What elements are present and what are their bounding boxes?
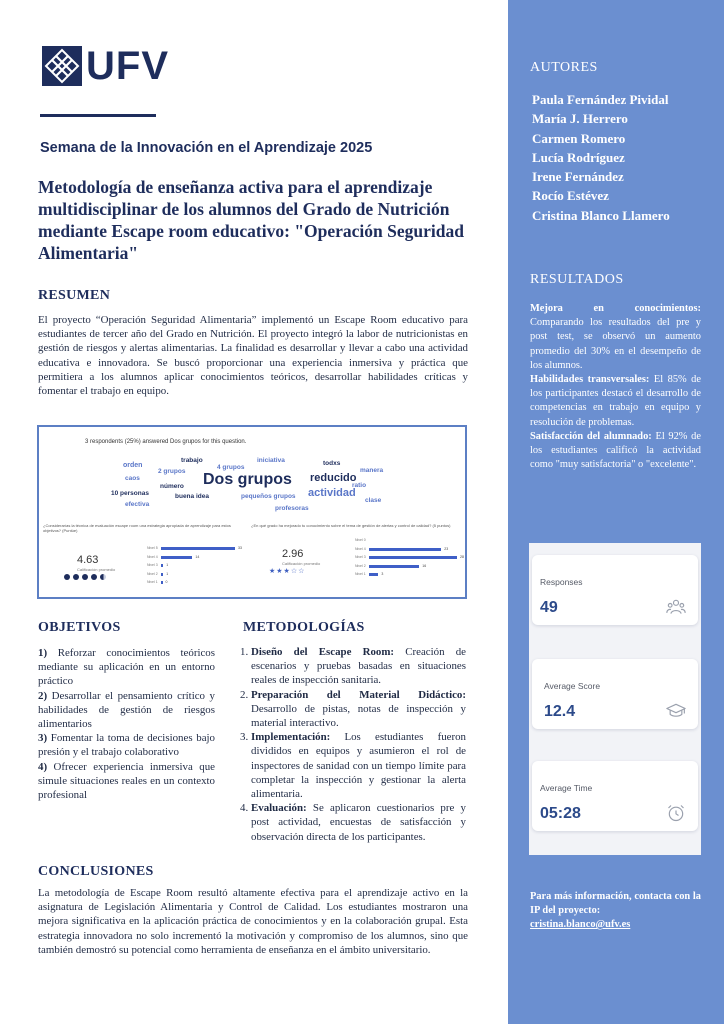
cloud-word: profesoras [275, 505, 309, 512]
people-group-icon [666, 597, 686, 617]
bar-label: Nivel 0 [355, 538, 366, 542]
cloud-word: manera [360, 467, 384, 474]
objetivo-number: 4) [38, 760, 48, 773]
cloud-word: reducido [310, 472, 357, 484]
rating-dot [91, 574, 97, 580]
objetivo-item [38, 760, 215, 803]
stat-label: Responses [540, 577, 583, 587]
cloud-word: trabajo [181, 457, 203, 464]
cloud-word: Dos grupos [203, 471, 292, 488]
average-time-card [532, 761, 698, 831]
stat-label: Average Score [544, 681, 601, 691]
bar [161, 573, 163, 576]
cloud-word: todxs [323, 460, 341, 467]
metodologia-text: Se aplicaron cuestionarios pre y post actividad, encuestas de satisfacción y observación directa de los participantes. [251, 802, 466, 843]
objetivo-item [38, 689, 215, 732]
bar-label: Nivel 2 [147, 571, 158, 576]
author-name: Paula Fernández Pividal [532, 92, 669, 107]
objetivo-text: Reforzar conocimientos teóricos mediante su aplicación en un entorno práctico [38, 647, 215, 688]
bar [161, 564, 163, 567]
bar-row [355, 573, 467, 577]
graduation-cap-icon [666, 701, 686, 721]
resultado-item [530, 302, 701, 373]
left-average-score: 4.63 [77, 554, 99, 566]
metodologia-number: 4. [240, 802, 249, 815]
ufv-logo [42, 46, 169, 86]
resultado-text: El 92% de los estudiantes calificó la actividad como "muy satisfactoria" o "excelente". [530, 430, 701, 471]
metodologias-list [240, 645, 466, 844]
bar-row [355, 539, 467, 543]
bar [161, 581, 163, 584]
metodologia-title: Evaluación: [251, 802, 307, 815]
objetivo-text: Ofrecer experiencia inmersiva que simule situaciones reales en un contexto profesional [38, 760, 215, 802]
cloud-word: buena idea [175, 493, 209, 500]
stat-label: Average Time [540, 783, 593, 793]
cloud-word: orden [123, 462, 143, 469]
left-question: ¿Considerarías la técnica de evaluación escape room una estrategia apropiada de aprendizaje para estos objetivos? (Puntúe) [43, 523, 231, 533]
conclusiones-heading: CONCLUSIONES [38, 864, 154, 879]
bar [369, 548, 441, 551]
cloud-word: actividad [308, 487, 356, 499]
stat-value: 05:28 [540, 805, 581, 822]
ufv-logo-mark [42, 46, 82, 86]
metodologia-item [240, 688, 466, 731]
contact-text: Para más información, contacta con la IP del proyecto: [530, 891, 701, 917]
author-name: Rocío Estévez [532, 188, 609, 204]
author-name: María J. Herrero [532, 111, 628, 127]
bar-value: 14 [195, 554, 200, 559]
poster-title: Metodología de enseñanza activa para el aprendizaje multidisciplinar de los alumnos del Grado de Nutrición mediante Escape room educativo: "Operación Seguridad Alimentaria" [38, 177, 464, 263]
bar-label: Nivel 1 [147, 580, 158, 584]
rating-dot [73, 574, 79, 580]
author-name: Cristina Blanco Llamero [532, 207, 670, 223]
bar-label: Nivel 1 [355, 572, 366, 576]
resultado-item [530, 430, 701, 473]
event-name: Semana de la Innovación en el Aprendizaje 2025 [40, 140, 373, 156]
ufv-emblem-icon [42, 46, 82, 86]
conclusiones-text: La metodología de Escape Room resultó altamente efectiva para el aprendizaje activo en la asignatura de Legislación Alimentaria y Control de Calidad. Los estudiantes mostraron una mejora significativa en la aplicación práctica de conocimientos y en la colaboración grupal. Esta estrategia innovadora no solo incrementó la motivación y compromiso de los alumnos, sino que también demostró su potencial como herramienta de enseñanza en el ámbito universitario. [38, 887, 468, 956]
resumen-text: El proyecto “Operación Seguridad Alimentaria” implementó un Escape Room educativo para estudiantes de tercer año del Grado en Nutrición. El proyecto integró la labor de nutricionistas en gestión de riesgos y alertas alimentarias. La finalidad es desarrollar y llevar a cabo una actividad educativa e innovadora. Se buscó proporcionar una experiencia inmersiva y práctica que permitiera a los alumnos aplicar conocimientos teóricos, desarrollar habilidades críticas y fomentar el trabajo en equipo. [38, 314, 468, 398]
bar-row [355, 548, 467, 552]
resultado-title: Mejora en conocimientos: [530, 303, 701, 314]
bar-row [147, 556, 251, 560]
author-name: Lucía Rodríguez [532, 149, 625, 165]
metodologia-item [240, 645, 466, 688]
bar-row [147, 573, 251, 577]
metodologia-item [240, 801, 466, 844]
cloud-word: ratio [352, 482, 367, 489]
bar [369, 565, 419, 568]
cloud-word: número [160, 483, 184, 490]
metodologia-text: Creación de escenarios y pruebas basadas en situaciones reales de inspección sanitaria. [251, 646, 466, 687]
resultado-text: Comparando los resultados del pre y post test, se observó un aumento promedio del 30% en el desempeño de los alumnos. [530, 317, 701, 371]
autores-heading: AUTORES [530, 60, 598, 75]
objetivo-item [38, 646, 215, 689]
average-score-card [532, 659, 698, 729]
left-score-caption: Calificación promedio [77, 567, 116, 572]
bar-label: Nivel 3 [147, 563, 158, 567]
bar-label: Nivel 4 [355, 546, 366, 551]
bar-value: 3 [381, 572, 384, 576]
bar-label: Nivel 2 [355, 563, 366, 568]
cloud-word: 10 personas [111, 490, 149, 497]
objetivo-item [38, 731, 215, 759]
bar [369, 556, 457, 559]
objetivo-number: 1) [38, 647, 48, 659]
stat-value: 12.4 [544, 703, 576, 720]
bar-value: 16 [422, 563, 427, 568]
resultado-title: Habilidades transversales: [530, 374, 650, 386]
stats-screenshot [529, 543, 701, 855]
cloud-word: pequeños grupos [241, 493, 296, 500]
stat-value: 49 [540, 599, 558, 616]
metodologia-number: 1. [240, 646, 249, 658]
resultado-title: Satisfacción del alumnado: [530, 430, 652, 442]
bar-value: 1 [166, 571, 169, 576]
rating-dot [100, 574, 106, 580]
bar-label: Nivel 5 [147, 546, 158, 550]
metodologia-text: Los estudiantes fueron divididos en equipos y asumieron el rol de inspectores de sanidad con un tiempo límite para completar la inspección y gestionar la alerta alimentaria. [251, 731, 466, 801]
cloud-word: iniciativa [257, 457, 285, 464]
metodologia-number: 2. [240, 688, 249, 701]
bar-label: Nivel 4 [147, 554, 158, 559]
bar-value: 1 [166, 563, 169, 567]
right-score-caption: Calificación promedio [282, 561, 321, 566]
resultado-item [530, 373, 701, 430]
bar [161, 556, 192, 559]
metodologia-title: Diseño del Escape Room: [251, 646, 395, 658]
objetivos-heading: OBJETIVOS [38, 620, 121, 635]
resumen-heading: RESUMEN [38, 288, 111, 303]
ufv-logo-text: UFV [86, 44, 169, 88]
bar [161, 547, 235, 550]
author-name: Irene Fernández [532, 169, 624, 185]
metodologia-text: Desarrollo de pistas, notas de inspección y material interactivo. [251, 702, 466, 730]
cloud-word: 4 grupos [217, 464, 245, 471]
bar-row [147, 547, 251, 551]
alarm-clock-icon [666, 803, 686, 823]
bar-label: Nivel 3 [355, 555, 366, 559]
metodologia-title: Preparación del Material Didáctico: [251, 688, 466, 701]
bar-value: 23 [444, 546, 449, 551]
author-name: Carmen Romero [532, 130, 626, 146]
rating-dot [82, 574, 88, 580]
bar-row [147, 581, 251, 585]
rating-dot [64, 574, 70, 580]
resultados-text [530, 302, 701, 472]
right-side-panel [508, 0, 724, 1024]
bar-row [355, 556, 467, 560]
objetivo-number: 2) [38, 689, 48, 702]
metodologia-title: Implementación: [251, 731, 331, 744]
metodologia-number: 3. [240, 731, 249, 744]
cloud-word: clase [365, 497, 382, 504]
metodologias-heading: METODOLOGÍAS [243, 620, 365, 635]
objetivo-number: 3) [38, 732, 48, 745]
right-average-score: 2.96 [282, 548, 304, 560]
right-rating-stars: ★★★☆☆ [269, 568, 306, 575]
cloud-word: efectiva [125, 501, 150, 508]
survey-results-figure [37, 425, 467, 599]
right-question: ¿En qué grado ha mejorado tu conocimiento sobre el tema de gestión de alertas y control de calidad? (5 puntos) [251, 523, 451, 528]
authors-list [532, 90, 670, 225]
objetivos-list [38, 646, 215, 802]
bar-row [355, 565, 467, 569]
bar-value: 33 [238, 546, 242, 550]
contact-email-link[interactable]: cristina.blanco@ufv.es [530, 919, 631, 930]
bar-row [147, 564, 251, 568]
metodologia-item [240, 730, 466, 801]
resultado-text: El 85% de los participantes destacó el desarrollo de competencias en trabajo en equipo y resolución de problemas. [530, 374, 701, 428]
cloud-word: 2 grupos [158, 468, 186, 475]
objetivo-text: Fomentar la toma de decisiones bajo presión y el trabajo colaborativo [38, 732, 215, 759]
bar-value: 28 [460, 555, 464, 559]
responses-card [532, 555, 698, 625]
left-rating-dots [64, 574, 106, 580]
bar-value: 0 [165, 580, 168, 584]
resultados-heading: RESULTADOS [530, 272, 624, 287]
objetivo-text: Desarrollar el pensamiento crítico y habilidades de gestión de riesgos alimentarios [38, 689, 215, 731]
bar [369, 573, 378, 576]
cloud-word: caos [125, 475, 140, 482]
logo-divider [40, 114, 156, 117]
figure-caption: 3 respondents (25%) answered Dos grupos for this question. [85, 439, 247, 445]
